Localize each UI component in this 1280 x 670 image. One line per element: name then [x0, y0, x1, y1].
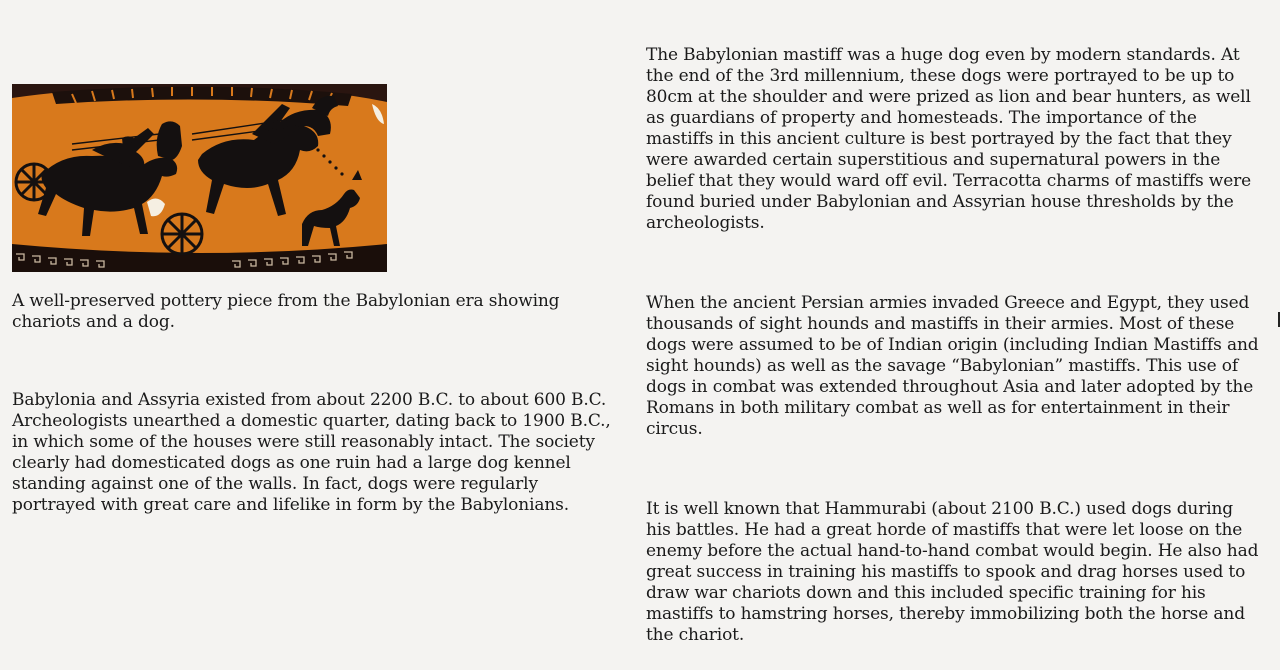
- pottery-image: [12, 84, 387, 272]
- right-column: [646, 45, 1262, 646]
- mastiff-size-paragraph: The Babylonian mastiff was a huge dog even by modern standards. At the end of the 3rd millennium, these dogs were portrayed to be up to 80cm at the shoulder and were prized as lion and bear hunters, as well as guardians of property and homesteads. The importance of the mastiffs in this ancient culture is best portrayed by the fact that they were awarded certain superstitious and supernatural powers in the belief that they would ward off evil. Terracotta charms of mastiffs were found buried under Babylonian and Assyrian house thresholds by the archeologists.: [646, 45, 1251, 233]
- pottery-illustration: [12, 84, 387, 272]
- babylonia-paragraph: Babylonia and Assyria existed from about 2200 B.C. to about 600 B.C. Archeologists unearthed a domestic quarter, dating back to 1900 B.C., in which some of the houses were still reasonably intact. The society clearly had domesticated dogs as one ruin had a large dog kennel standing against one of the walls. In fact, dogs were regularly portrayed with great care and lifelike in form by the Babylonians.: [12, 390, 611, 515]
- left-column: [12, 84, 618, 516]
- persian-armies-paragraph: When the ancient Persian armies invaded Greece and Egypt, they used thousands of sight hounds and mastiffs in their armies. Most of these dogs were assumed to be of Indian origin (including Indian Mastiffs and sight hounds) as well as the savage “Babylonian” mastiffs. This use of dogs in combat was extended throughout Asia and later adopted by the Romans in both military combat as well as for entertainment in their circus.: [646, 293, 1259, 439]
- image-caption: A well-preserved pottery piece from the Babylonian era showing chariots and a dog.: [12, 291, 560, 332]
- hammurabi-paragraph: It is well known that Hammurabi (about 2100 B.C.) used dogs during his battles. He had a great horde of mastiffs that were let loose on the enemy before the actual hand-to-hand combat would begin. He also had great success in training his mastiffs to spook and drag horses used to draw war chariots down and this included specific training for his mastiffs to hamstring horses, thereby immobilizing both the horse and the chariot.: [646, 499, 1259, 645]
